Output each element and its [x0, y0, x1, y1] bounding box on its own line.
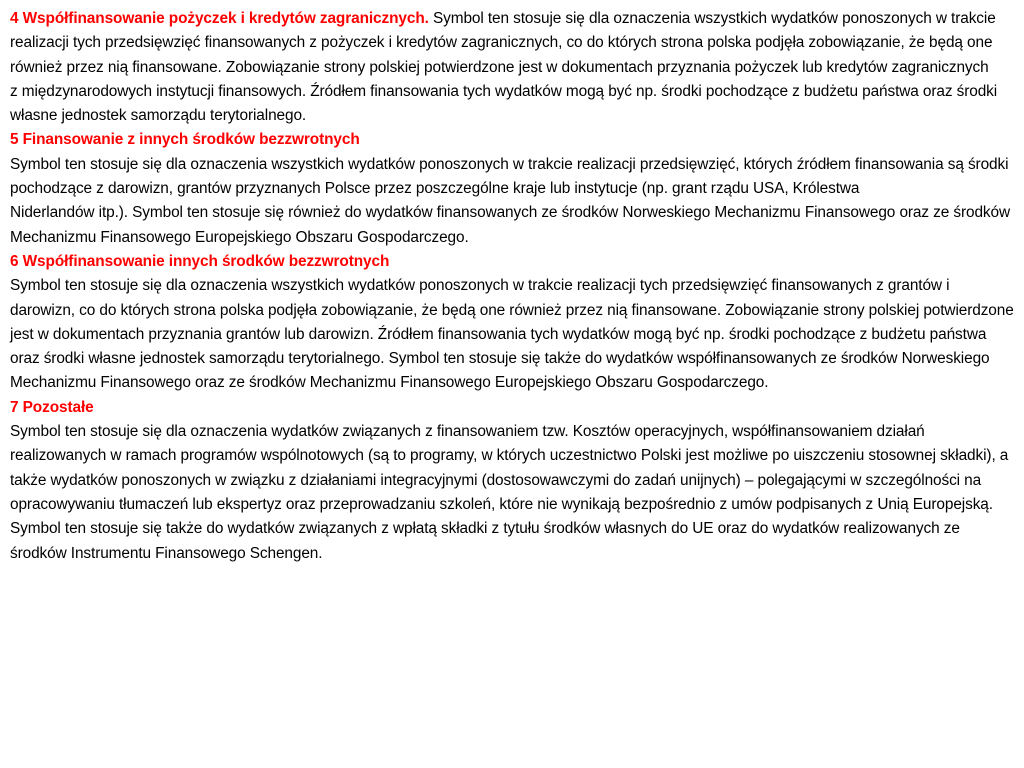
section-5	[10, 128, 1014, 249]
section-6-heading: 6 Współfinansowanie innych środków bezzwrotnych	[10, 252, 390, 270]
section-6-paragraph-1: Symbol ten stosuje się dla oznaczenia wszystkich wydatków ponoszonych w trakcie realizacji tych przedsięwzięć finansowanych z grantów i darowizn, co do których strona polska podjęła zobowiązanie, że będą one również przez nią finansowane. Zobowiązanie strony polskiej potwierdzone jest w dokumentach przyznania grantów lub darowizn. Źródłem finansowania tych wydatków mogą być np. środki pochodzące z budżetu państwa oraz środki własne jednostek samorządu terytorialnego. Symbol ten stosuje się także do wydatków współfinansowanych ze środków Norweskiego Mechanizmu Finansowego oraz ze środków Mechanizmu Finansowego Europejskiego Obszaru Gospodarczego.	[10, 277, 1014, 392]
section-7-paragraph-1: Symbol ten stosuje się dla oznaczenia wydatków związanych z finansowaniem tzw. Kosztów operacyjnych, współfinansowaniem działań realizowanych w ramach programów wspólnotowych (są to programy, w których uczestnictwo Polski jest możliwe po uiszczeniu stosownej składki), a także wydatków ponoszonych w związku z działaniami integracyjnymi (dostosowawczymi do zadań unijnych) – polegającymi w szczególności na opracowywaniu tłumaczeń lub ekspertyz oraz przeprowadzaniu szkoleń, które nie wynikają bezpośrednio z umów podpisanych z Unią Europejską. Symbol ten stosuje się także do wydatków związanych z wpłatą składki z tytułu środków własnych do UE oraz do wydatków realizowanych ze środków Instrumentu Finansowego Schengen.	[10, 423, 1009, 562]
section-7-heading: 7 Pozostałe	[10, 398, 94, 416]
section-6	[10, 250, 1014, 396]
section-4	[10, 7, 1014, 128]
section-4-paragraph-1: Symbol ten stosuje się dla oznaczenia wszystkich wydatków ponoszonych w trakcie realizacji tych przedsięwzięć finansowanych z pożyczek i kredytów zagranicznych, co do których strona polska podjęła zobowiązanie, że będą one również przez nią finansowane. Zobowiązanie strony polskiej potwierdzone jest w dokumentach przyznania pożyczek lub kredytów zagranicznych	[10, 10, 996, 76]
section-5-heading: 5 Finansowanie z innych środków bezzwrotnych	[10, 131, 360, 149]
section-4-paragraph-2: z międzynarodowych instytucji finansowych. Źródłem finansowania tych wydatków mogą być np. środki pochodzące z budżetu państwa oraz środki własne jednostek samorządu terytorialnego.	[10, 82, 998, 125]
section-5-paragraph-2: Niderlandów itp.). Symbol ten stosuje się również do wydatków finansowanych ze środków Norweskiego Mechanizmu Finansowego oraz ze środków Mechanizmu Finansowego Europejskiego Obszaru Gospodarczego.	[10, 204, 1010, 246]
slide-body	[10, 7, 1014, 566]
section-4-heading: 4 Współfinansowanie pożyczek i kredytów zagranicznych.	[10, 10, 429, 27]
section-5-paragraph-1: Symbol ten stosuje się dla oznaczenia wszystkich wydatków ponoszonych w trakcie realizacji przedsięwzięć, których źródłem finansowania są środki pochodzące z darowizn, grantów przyznanych Polsce przez poszczególne kraje lub instytucje (np. grant rządu USA, Królestwa	[10, 155, 1009, 198]
section-7	[10, 396, 1014, 566]
